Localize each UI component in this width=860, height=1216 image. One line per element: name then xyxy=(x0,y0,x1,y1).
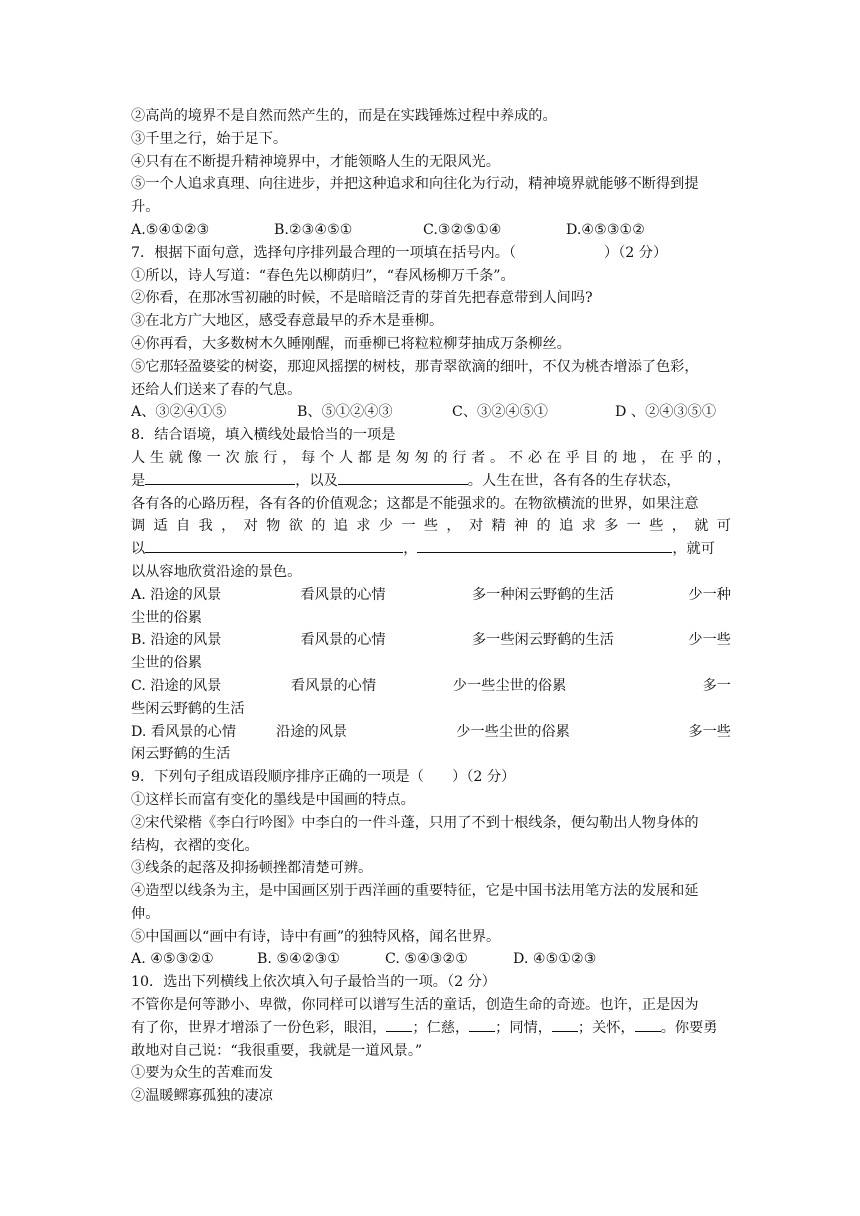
q8-passage-line-1: 人生就像一次旅行，每个人都是匆匆的行者。不必在乎目的地，在乎的， xyxy=(131,449,731,466)
q6-item-5: ⑤一个人追求真理、向往进步，并把这种追求和向往化为行动，精神境界就能够不断得到提 xyxy=(131,176,699,193)
q8-option-c-part4: 多一 xyxy=(702,677,731,694)
q8-option-a-part2: 看风景的心情 xyxy=(300,586,386,603)
q8-text: 。人生在世，各有各的生存状态， xyxy=(467,472,681,489)
q8-blank-1[interactable] xyxy=(145,470,295,485)
q7-stem xyxy=(131,242,731,265)
q7-block xyxy=(131,242,731,424)
q8-option-a-part3: 多一种闲云野鹤的生活 xyxy=(471,586,614,603)
q8-stem: 8．结合语境，填入横线处最恰当的一项是 xyxy=(131,427,396,444)
q9-item-5: ⑤中国画以“画中有诗，诗中有画”的独特风格，闻名世界。 xyxy=(131,928,501,945)
q10-passage-line-1: 不管你是何等渺小、卑微，你同样可以谱写生活的童话，创造生命的奇迹。也许，正是因为 xyxy=(131,997,699,1014)
q8-text: ，就可 xyxy=(672,541,715,558)
q7-option-d[interactable]: D 、②④③⑤① xyxy=(615,404,717,421)
q9-item-4-cont: 伸。 xyxy=(131,905,160,922)
q6-option-d[interactable]: D.④⑤③①② xyxy=(566,221,645,238)
q9-option-a[interactable]: A. ④⑤③②① xyxy=(131,951,214,968)
q8-passage-line-6: 以从容地欣赏沿途的景色。 xyxy=(131,563,302,580)
q7-stem-text: 7．根据下面句意，选择句序排列最合理的一项填在括号内。（ xyxy=(131,244,516,261)
exam-page xyxy=(131,105,731,1108)
q9-item-1: ①这样长而富有变化的墨线是中国画的特点。 xyxy=(131,791,415,808)
q6-option-b[interactable]: B.②③④⑤① xyxy=(274,221,353,238)
q8-option-c-part2: 看风景的心情 xyxy=(290,677,377,694)
q7-item-5-cont: 还给人们送来了春的气息。 xyxy=(131,381,302,398)
q9-item-4: ④造型以线条为主，是中国画区别于西洋画的重要特征，它是中国书法用笔方法的发展和延 xyxy=(131,883,699,900)
q10-text: ；关怀， xyxy=(577,1019,635,1036)
q10-blank-3[interactable] xyxy=(552,1017,578,1032)
q8-option-d-part2: 沿途的风景 xyxy=(276,723,348,740)
q10-text: ；同情， xyxy=(495,1019,552,1036)
q6-item-5-cont: 升。 xyxy=(131,199,160,216)
q9-block xyxy=(131,766,731,971)
q8-option-b-part4: 少一些 xyxy=(688,632,731,649)
q7-option-b[interactable]: B、⑤①②④③ xyxy=(297,404,393,421)
q10-passage-line-3: 敢地对自己说：“我很重要，我就是一道风景。” xyxy=(131,1042,423,1059)
q10-item-2: ②温暖鳏寡孤独的凄凉 xyxy=(131,1088,273,1105)
q8-option-d-part1: D. 看风景的心情 xyxy=(131,723,237,740)
q9-option-b[interactable]: B. ⑤④②③① xyxy=(257,951,341,968)
q8-passage-line-4: 调适自我，对物欲的追求少一些，对精神的追求多一些，就可 xyxy=(131,518,731,535)
q6-item-3: ③千里之行，始于足下。 xyxy=(131,130,288,147)
q6-options xyxy=(131,219,731,242)
q8-option-a-part4: 少一种 xyxy=(688,586,731,603)
q8-text: ，以及 xyxy=(295,472,338,489)
q9-item-2-cont: 结构，衣褶的变化。 xyxy=(131,837,259,854)
q7-stem-tail: ）（2 分） xyxy=(604,244,668,261)
q8-option-d-cont: 闲云野鹤的生活 xyxy=(131,746,231,763)
q10-text: 。你要勇 xyxy=(660,1019,718,1036)
q10-blank-4[interactable] xyxy=(635,1017,661,1032)
q7-item-3: ③在北方广大地区，感受春意最早的乔木是垂柳。 xyxy=(131,313,444,330)
q8-text: 是 xyxy=(131,472,146,489)
q10-text: 有了你，世界才增添了一份色彩，眼泪， xyxy=(131,1019,387,1036)
q7-item-5: ⑤它那轻盈婆娑的树姿，那迎风摇摆的树枝，那青翠欲滴的细叶，不仅为桃杏增添了色彩， xyxy=(131,358,699,375)
q8-option-a-part1: A. 沿途的风景 xyxy=(131,586,222,603)
q8-option-b-part1: B. 沿途的风景 xyxy=(131,632,222,649)
q8-option-d[interactable] xyxy=(131,721,731,744)
q7-option-a[interactable]: A、③②④①⑤ xyxy=(131,404,227,421)
q10-text: ；仁慈， xyxy=(412,1019,470,1036)
q6-block xyxy=(131,105,731,242)
q9-options xyxy=(131,948,731,971)
q8-passage-line-3: 各有各的心路历程，各有各的价值观念；这都是不能强求的。在物欲横流的世界，如果注意 xyxy=(131,495,699,512)
q9-item-3: ③线条的起落及抑扬顿挫都清楚可辨。 xyxy=(131,860,373,877)
q7-option-c[interactable]: C、③②④⑤① xyxy=(452,404,548,421)
q8-option-b-part2: 看风景的心情 xyxy=(300,632,386,649)
q7-item-4: ④你再看，大多数树木久睡刚醒，而垂柳已将粒粒柳芽抽成万条柳丝。 xyxy=(131,335,571,352)
q8-option-b[interactable] xyxy=(131,629,731,652)
q9-item-2: ②宋代梁楷《李白行吟图》中李白的一件斗蓬，只用了不到十根线条，便勾勒出人物身体的 xyxy=(131,814,699,831)
q8-passage-line-5 xyxy=(131,538,731,561)
q8-block xyxy=(131,424,731,766)
q9-stem: 9．下列句子组成语段顺序排序正确的一项是（ ）（2 分） xyxy=(131,769,516,786)
q8-option-d-part4: 多一些 xyxy=(688,723,731,740)
q7-options xyxy=(131,401,731,424)
q8-option-c-cont: 些闲云野鹤的生活 xyxy=(131,700,245,717)
q8-option-b-cont: 尘世的俗累 xyxy=(131,655,202,672)
q9-option-d[interactable]: D. ④⑤①②③ xyxy=(513,951,597,968)
q6-item-4: ④只有在不断提升精神境界中，才能领略人生的无限风光。 xyxy=(131,153,500,170)
q7-item-2: ②你看，在那冰雪初融的时候，不是暗暗泛青的芽首先把春意带到人间吗? xyxy=(131,290,593,307)
q10-item-1: ①要为众生的苦难而发 xyxy=(131,1065,273,1082)
q8-option-b-part3: 多一些闲云野鹤的生活 xyxy=(471,632,614,649)
q8-blank-4[interactable] xyxy=(417,538,672,553)
q8-text: 以 xyxy=(131,541,146,558)
q6-item-2: ②高尚的境界不是自然而然产生的，而是在实践锤炼过程中养成的。 xyxy=(131,108,557,124)
q9-option-c[interactable]: C. ⑤④③②① xyxy=(385,951,468,968)
q10-passage-line-2 xyxy=(131,1017,731,1040)
q10-block xyxy=(131,971,731,1108)
q8-option-d-part3: 少一些尘世的俗累 xyxy=(456,723,570,740)
q8-blank-2[interactable] xyxy=(338,470,468,485)
q8-option-a[interactable] xyxy=(131,584,731,607)
q8-option-c-part1: C. 沿途的风景 xyxy=(131,677,222,694)
q7-item-1: ①所以，诗人写道：“春色先以柳荫归”，“春风杨柳万千条”。 xyxy=(131,267,515,284)
q10-blank-1[interactable] xyxy=(386,1017,412,1032)
q6-option-a[interactable]: A.⑤④①②③ xyxy=(131,221,210,238)
q6-option-c[interactable]: C.③②⑤①④ xyxy=(423,221,502,238)
q8-passage-line-2 xyxy=(131,470,731,493)
q10-blank-2[interactable] xyxy=(469,1017,495,1032)
q8-option-a-cont: 尘世的俗累 xyxy=(131,609,202,626)
q8-text: ， xyxy=(403,541,418,558)
q8-option-c-part3: 少一些尘世的俗累 xyxy=(452,677,567,694)
q10-stem: 10．选出下列横线上依次填入句子最恰当的一项。（2 分） xyxy=(131,974,496,991)
q8-blank-3[interactable] xyxy=(145,538,403,553)
q8-option-c[interactable] xyxy=(131,675,731,698)
